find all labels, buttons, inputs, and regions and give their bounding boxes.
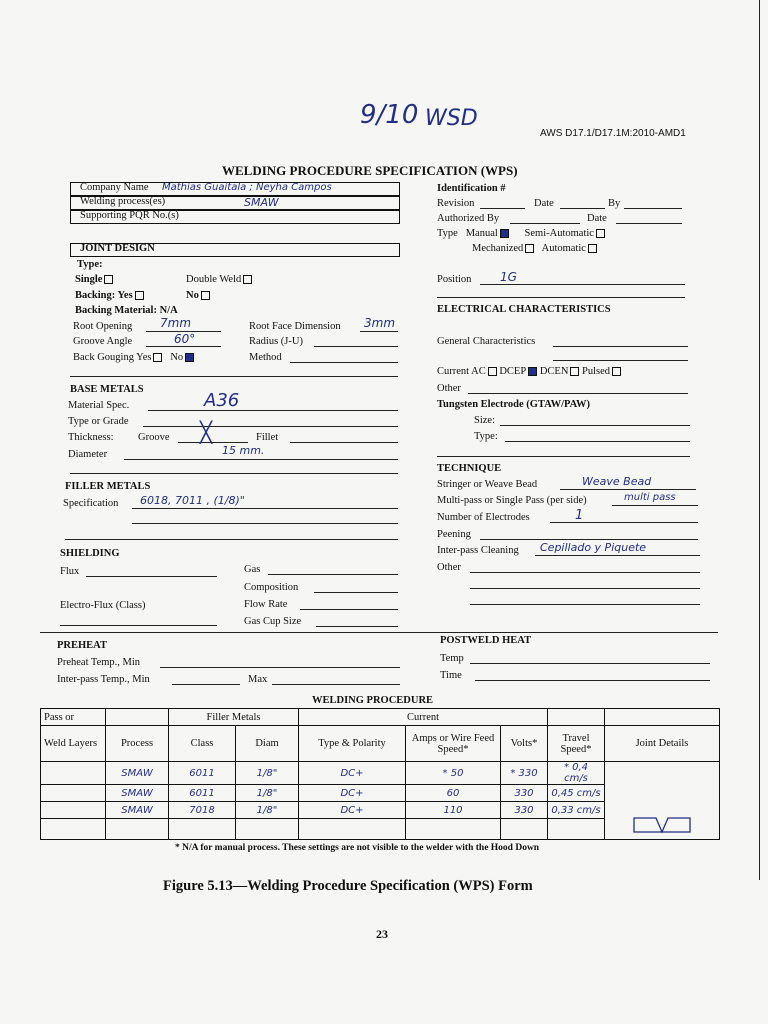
automatic-text: Automatic xyxy=(541,243,586,254)
gas-cup-label: Gas Cup Size xyxy=(244,616,302,627)
backing-text: Backing: Yes xyxy=(75,290,133,301)
method-label: Method xyxy=(249,352,282,363)
postweld-temp-label: Temp xyxy=(440,653,464,664)
manual-text: Manual xyxy=(465,228,498,239)
company-label: Company Name xyxy=(80,182,149,193)
technique-other-field-2 xyxy=(470,588,700,589)
single-checkbox[interactable] xyxy=(104,275,113,284)
general-char-field[interactable] xyxy=(553,346,688,347)
position-field-2 xyxy=(437,297,685,298)
cell-amps[interactable]: 110 xyxy=(406,802,501,819)
electrical-other-label: Other xyxy=(437,383,461,394)
diameter-label: Diameter xyxy=(68,449,108,460)
technique-heading: TECHNIQUE xyxy=(437,463,502,474)
shielding-heading: SHIELDING xyxy=(60,548,120,559)
root-opening-label: Root Opening xyxy=(73,321,133,332)
cell-amps[interactable]: 60 xyxy=(406,785,501,802)
composition-field[interactable] xyxy=(314,592,398,593)
h-blank2 xyxy=(548,709,605,726)
back-gouging-yes-checkbox[interactable] xyxy=(153,353,162,362)
double-row xyxy=(186,274,252,285)
composition-label: Composition xyxy=(244,582,299,593)
groove-angle-value[interactable]: 60° xyxy=(174,332,196,346)
footnote: * N/A for manual process. These settings are not visible to the welder with the Hood Down xyxy=(175,843,540,853)
max-field[interactable] xyxy=(272,684,400,685)
single-text: Single xyxy=(75,274,103,285)
fillet-field[interactable] xyxy=(290,442,398,443)
section-divider xyxy=(40,632,718,633)
jd-type: Type: xyxy=(77,259,103,270)
technique-other-field-3 xyxy=(470,604,700,605)
backing-no-checkbox[interactable] xyxy=(201,291,210,300)
groove-x-mark: ╳ xyxy=(200,420,213,444)
interpass-value[interactable]: Cepillado y Piquete xyxy=(540,541,647,554)
h-diam: Diam xyxy=(236,726,299,762)
postweld-time-field[interactable] xyxy=(475,680,710,681)
position-field[interactable] xyxy=(480,284,685,285)
filler-spec-value[interactable]: 6018, 7011 , (1/8)" xyxy=(140,494,245,507)
cell-class[interactable]: 6011 xyxy=(169,762,236,785)
dcen-text: DCEN xyxy=(539,366,569,377)
groove-field[interactable] xyxy=(178,442,248,443)
cell-class[interactable]: 7018 xyxy=(169,802,236,819)
root-opening-value[interactable]: 7mm xyxy=(160,316,192,330)
authorized-label: Authorized By xyxy=(437,213,500,224)
root-face-label: Root Face Dimension xyxy=(249,321,341,332)
electrodes-value[interactable]: 1 xyxy=(575,508,584,523)
back-gouging-row xyxy=(73,352,194,363)
authorized-field[interactable] xyxy=(510,223,580,224)
filler-field-3 xyxy=(65,539,398,540)
current-row xyxy=(437,366,621,377)
backing-row xyxy=(75,290,144,301)
base-divider xyxy=(70,473,398,474)
h-volts: Volts* xyxy=(501,726,548,762)
tungsten-size-field[interactable] xyxy=(500,425,690,426)
thickness-value[interactable]: 15 mm. xyxy=(222,444,265,457)
radius-field[interactable] xyxy=(314,346,398,347)
technique-other-field[interactable] xyxy=(470,572,700,573)
revision-field[interactable] xyxy=(480,208,525,209)
dcep-text: DCEP xyxy=(499,366,527,377)
material-spec-label: Material Spec. xyxy=(68,400,130,411)
semi-auto-checkbox[interactable] xyxy=(596,229,605,238)
h-process: Process xyxy=(106,726,169,762)
interpass-temp-label: Inter-pass Temp., Min xyxy=(57,674,150,685)
standard-reference: AWS D17.1/D17.1M:2010-AMD1 xyxy=(540,128,686,139)
double-checkbox[interactable] xyxy=(243,275,252,284)
stringer-label: Stringer or Weave Bead xyxy=(437,479,538,490)
pulsed-checkbox[interactable] xyxy=(612,367,621,376)
flux-field[interactable] xyxy=(86,576,217,577)
tungsten-type-label: Type: xyxy=(474,431,498,442)
cell-pass[interactable] xyxy=(41,802,106,819)
postweld-temp-field[interactable] xyxy=(470,663,710,664)
mechanized-checkbox[interactable] xyxy=(525,244,534,253)
page-number: 23 xyxy=(376,927,388,941)
position-label: Position xyxy=(437,274,472,285)
cell-process[interactable]: SMAW xyxy=(106,785,169,802)
root-face-value[interactable]: 3mm xyxy=(364,316,396,330)
h-pass-or: Pass or xyxy=(41,709,106,726)
h-joint: Joint Details xyxy=(605,726,720,762)
cell-diam[interactable]: 1/8" xyxy=(236,785,299,802)
cell-volts[interactable]: * 330 xyxy=(501,762,548,785)
peening-field[interactable] xyxy=(480,539,698,540)
position-value[interactable]: 1G xyxy=(500,270,517,284)
semi-auto-text: Semi-Automatic xyxy=(524,228,594,239)
electrical-other-field[interactable] xyxy=(468,393,688,394)
handwritten-initials: WSD xyxy=(425,106,478,131)
page-title: WELDING PROCEDURE SPECIFICATION (WPS) xyxy=(222,163,518,178)
gas-cup-field[interactable] xyxy=(316,626,398,627)
tungsten-size-label: Size: xyxy=(474,415,495,426)
cell-travel[interactable]: 0,45 cm/s xyxy=(548,785,605,802)
dcen-checkbox[interactable] xyxy=(570,367,579,376)
postweld-heading: POSTWELD HEAT xyxy=(440,635,532,646)
electrodes-field[interactable] xyxy=(550,522,698,523)
interpass-label: Inter-pass Cleaning xyxy=(437,545,519,556)
h-travel: Travel Speed* xyxy=(548,726,605,762)
double-text: Double Weld xyxy=(186,274,242,285)
type-grade-label: Type or Grade xyxy=(68,416,129,427)
groove-label: Groove xyxy=(138,432,170,443)
pqr-label: Supporting PQR No.(s) xyxy=(80,210,179,221)
backing-no-row xyxy=(186,290,210,301)
radius-label: Radius (J-U) xyxy=(249,336,303,347)
material-spec-value[interactable]: A36 xyxy=(204,390,240,411)
cell-polarity[interactable]: DC+ xyxy=(299,802,406,819)
h-filler: Filler Metals xyxy=(169,709,299,726)
gas-label: Gas xyxy=(244,564,261,575)
tungsten-type-field[interactable] xyxy=(505,441,690,442)
interpass-field[interactable] xyxy=(535,555,700,556)
gas-field[interactable] xyxy=(268,574,398,575)
dcep-checkbox[interactable] xyxy=(528,367,537,376)
multipass-label: Multi-pass or Single Pass (per side) xyxy=(437,495,587,506)
process-label: Welding process(es) xyxy=(80,196,166,207)
backing-material: Backing Material: N/A xyxy=(75,305,178,316)
joint-sketch xyxy=(630,814,694,836)
max-label: Max xyxy=(248,674,268,685)
postweld-time-label: Time xyxy=(440,670,462,681)
cell-diam[interactable]: 1/8" xyxy=(236,802,299,819)
mechanized-row xyxy=(472,243,597,254)
h-current: Current xyxy=(299,709,548,726)
cell-volts[interactable]: 330 xyxy=(501,785,548,802)
flow-rate-field[interactable] xyxy=(300,609,398,610)
general-char-field-2[interactable] xyxy=(553,360,688,361)
pulsed-text: Pulsed xyxy=(582,366,611,377)
automatic-checkbox[interactable] xyxy=(588,244,597,253)
jd-divider xyxy=(70,376,398,377)
cell-joint-details[interactable] xyxy=(605,762,720,840)
cell-polarity[interactable]: DC+ xyxy=(299,762,406,785)
general-char-label: General Characteristics xyxy=(437,336,536,347)
back-gouging-no-text: No xyxy=(170,352,184,363)
h-amps: Amps or Wire Feed Speed* xyxy=(406,726,501,762)
manual-checkbox[interactable] xyxy=(500,229,509,238)
page-edge-line xyxy=(759,0,760,880)
h-class: Class xyxy=(169,726,236,762)
electrical-heading: ELECTRICAL CHARACTERISTICS xyxy=(437,304,611,315)
diameter-field[interactable] xyxy=(124,459,398,460)
cell-travel[interactable]: 0,33 cm/s xyxy=(548,802,605,819)
date-field[interactable] xyxy=(560,208,605,209)
flow-rate-label: Flow Rate xyxy=(244,599,288,610)
preheat-temp-label: Preheat Temp., Min xyxy=(57,657,141,668)
mechanized-text: Mechanized xyxy=(472,243,524,254)
multipass-value[interactable]: multi pass xyxy=(624,492,676,503)
back-gouging-no-checkbox[interactable] xyxy=(185,353,194,362)
cell-pass[interactable] xyxy=(41,785,106,802)
multipass-field[interactable] xyxy=(612,505,698,506)
joint-design-heading: JOINT DESIGN xyxy=(80,243,155,254)
cell-amps[interactable]: * 50 xyxy=(406,762,501,785)
cell-process[interactable]: SMAW xyxy=(106,802,169,819)
procedure-table xyxy=(40,708,720,840)
cell-process[interactable]: SMAW xyxy=(106,762,169,785)
groove-angle-label: Groove Angle xyxy=(73,336,133,347)
back-gouging-text: Back Gouging Yes xyxy=(73,352,152,363)
method-field[interactable] xyxy=(290,362,398,363)
thickness-label: Thickness: xyxy=(68,432,114,443)
procedure-heading: WELDING PROCEDURE xyxy=(312,695,434,706)
base-metals-heading: BASE METALS xyxy=(70,384,144,395)
cell-class[interactable]: 6011 xyxy=(169,785,236,802)
figure-caption: Figure 5.13—Welding Procedure Specification (WPS) Form xyxy=(163,878,533,894)
h-blank3 xyxy=(605,709,720,726)
filler-spec-label: Specification xyxy=(63,498,119,509)
company-value[interactable]: Mathias Guaitala ; Neyha Campos xyxy=(162,182,332,193)
handwritten-date: 9/10 xyxy=(360,100,419,130)
flux-label: Flux xyxy=(60,566,80,577)
cell-travel[interactable]: * 0,4 cm/s xyxy=(548,762,605,785)
h-type-polarity: Type & Polarity xyxy=(299,726,406,762)
identification-label: Identification # xyxy=(437,183,506,194)
groove-angle-field[interactable] xyxy=(146,346,221,347)
technique-other-label: Other xyxy=(437,562,461,573)
revision-label: Revision xyxy=(437,198,475,209)
filler-metals-heading: FILLER METALS xyxy=(65,481,151,492)
current-ac-text: Current AC xyxy=(437,366,486,377)
filler-spec-field[interactable] xyxy=(132,508,398,509)
tungsten-field-2 xyxy=(437,456,690,457)
by-field[interactable] xyxy=(624,208,682,209)
backing-no-text: No xyxy=(186,290,199,301)
type-text: Type xyxy=(437,228,458,239)
interpass-temp-field[interactable] xyxy=(172,684,240,685)
backing-yes-checkbox[interactable] xyxy=(135,291,144,300)
material-spec-field[interactable] xyxy=(148,410,398,411)
by-label: By xyxy=(608,198,621,209)
preheat-temp-field[interactable] xyxy=(160,667,400,668)
tungsten-heading: Tungsten Electrode (GTAW/PAW) xyxy=(437,399,591,410)
peening-label: Peening xyxy=(437,529,471,540)
type-label xyxy=(437,228,605,239)
filler-field-2 xyxy=(132,523,398,524)
cell-pass[interactable] xyxy=(41,762,106,785)
date2-field[interactable] xyxy=(616,223,682,224)
cell-polarity[interactable]: DC+ xyxy=(299,785,406,802)
table-row[interactable] xyxy=(41,762,720,785)
process-value[interactable]: SMAW xyxy=(244,196,279,209)
root-face-field[interactable] xyxy=(360,331,398,332)
h-blank xyxy=(106,709,169,726)
date-label: Date xyxy=(534,198,554,209)
fillet-label: Fillet xyxy=(256,432,279,443)
electro-flux-field[interactable] xyxy=(60,625,217,626)
h-weld-layers: Weld Layers xyxy=(41,726,106,762)
date2-label: Date xyxy=(587,213,607,224)
cell-volts[interactable]: 330 xyxy=(501,802,548,819)
type-grade-field[interactable] xyxy=(143,426,398,427)
cell-diam[interactable]: 1/8" xyxy=(236,762,299,785)
electro-flux-label: Electro-Flux (Class) xyxy=(60,600,146,611)
ac-checkbox[interactable] xyxy=(488,367,497,376)
preheat-heading: PREHEAT xyxy=(57,640,107,651)
single-row xyxy=(75,274,113,285)
stringer-value[interactable]: Weave Bead xyxy=(582,475,652,488)
stringer-field[interactable] xyxy=(560,489,696,490)
electrodes-label: Number of Electrodes xyxy=(437,512,530,523)
